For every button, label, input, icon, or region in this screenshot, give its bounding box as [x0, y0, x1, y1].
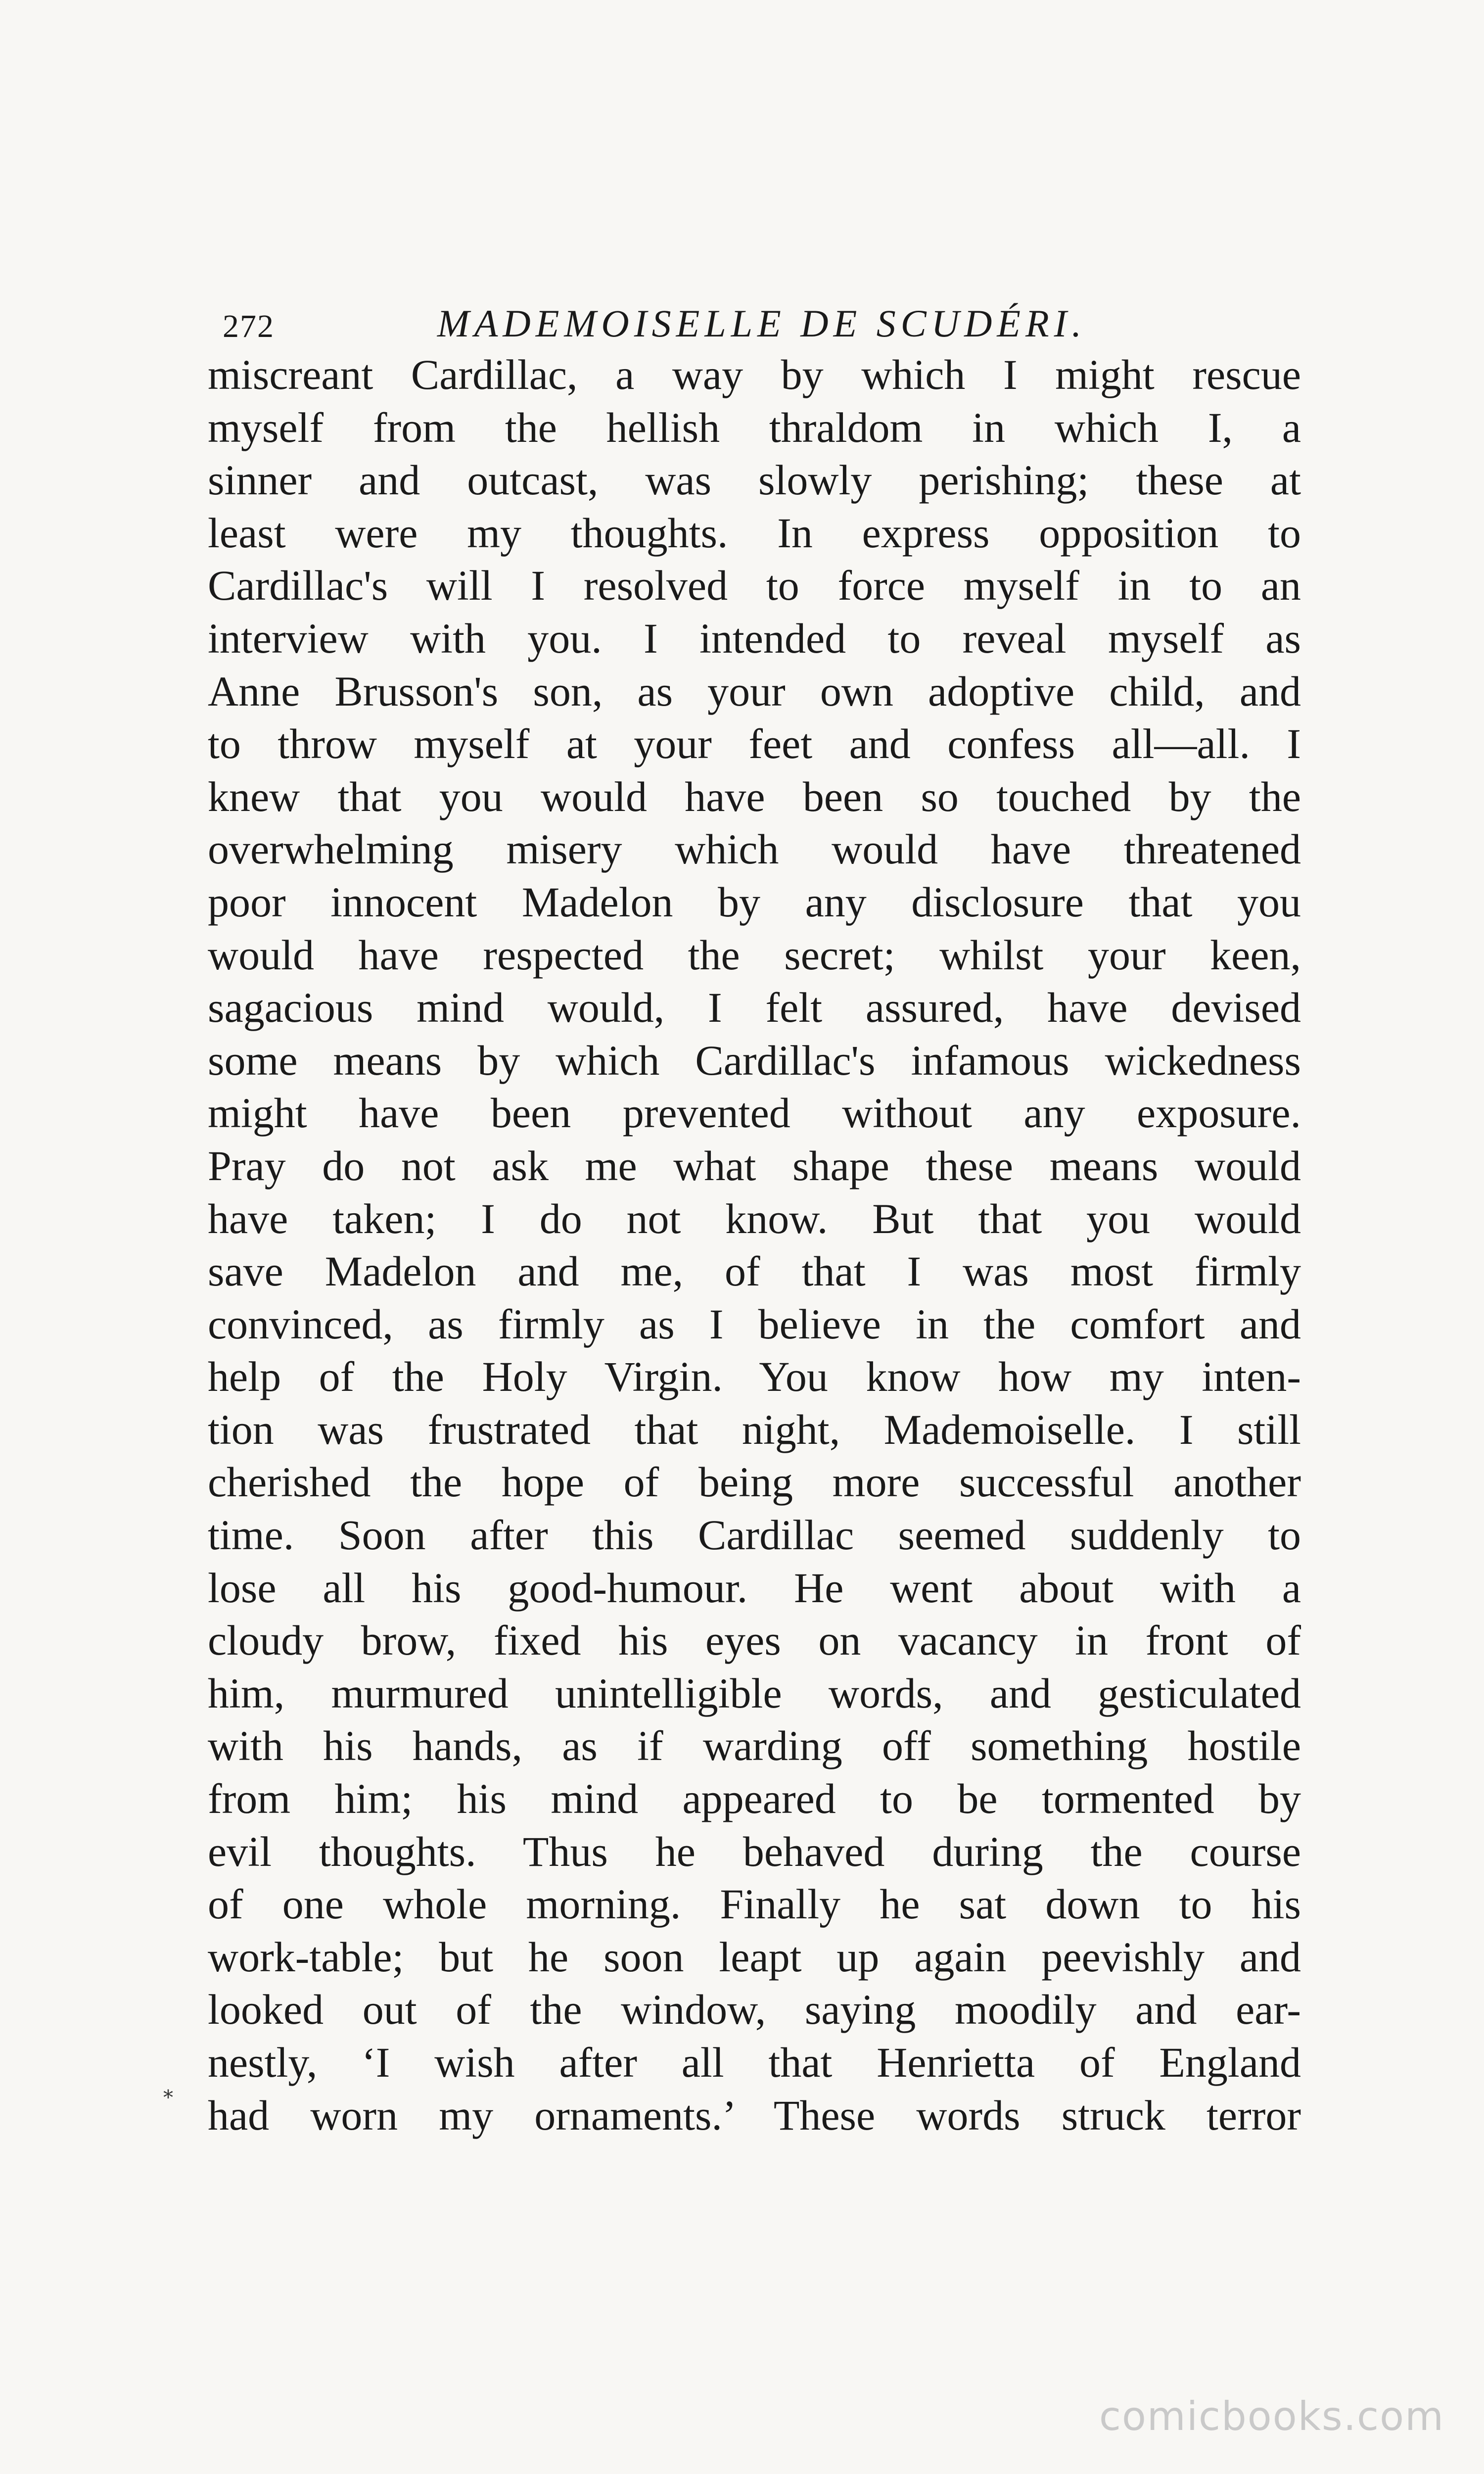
text-line: Cardillac's will I resolved to force myself in to an: [208, 562, 1301, 610]
text-line: nestly, ‘I wish after all that Henrietta of England: [208, 2039, 1301, 2086]
text-line: tion was frustrated that night, Mademoiselle. I still: [208, 1405, 1301, 1453]
text-line: might have been prevented without any exposure.: [208, 1089, 1301, 1137]
text-line: sagacious mind would, I felt assured, have devised: [208, 984, 1301, 1032]
text-line: miscreant Cardillac, a way by which I might rescue: [208, 351, 1301, 398]
text-line: Anne Brusson's son, as your own adoptive child, and: [208, 667, 1301, 715]
text-line: save Madelon and me, of that I was most firmly: [208, 1247, 1301, 1295]
text-line: work-table; but he soon leapt up again peevishly and: [208, 1933, 1301, 1981]
text-line: have taken; I do not know. But that you would: [208, 1194, 1301, 1242]
text-line: cloudy brow, fixed his eyes on vacancy in front of: [208, 1617, 1301, 1665]
text-line: to throw myself at your feet and confess all—all. I: [208, 720, 1301, 768]
text-line: overwhelming misery which would have threatened: [208, 825, 1301, 873]
running-head: MADEMOISELLE DE SCUDÉRI.: [437, 302, 1087, 345]
text-line: knew that you would have been so touched by the: [208, 772, 1301, 820]
page-number: 272: [223, 308, 275, 344]
text-line: looked out of the window, saying moodily and ear-: [208, 1986, 1301, 2034]
text-line: myself from the hellish thraldom in which I, a: [208, 403, 1301, 451]
text-line: of one whole morning. Finally he sat down to his: [208, 1880, 1301, 1928]
text-line: convinced, as firmly as I believe in the comfort and: [208, 1300, 1301, 1348]
text-line: lose all his good-humour. He went about with a: [208, 1564, 1301, 1612]
text-line: from him; his mind appeared to be tormented by: [208, 1775, 1301, 1823]
body-text: [208, 348, 1301, 2141]
text-line: cherished the hope of being more successful another: [208, 1458, 1301, 1506]
text-line: Pray do not ask me what shape these means would: [208, 1142, 1301, 1189]
margin-mark: ⁎: [163, 2080, 173, 2102]
text-line: some means by which Cardillac's infamous wickedness: [208, 1036, 1301, 1084]
text-line: would have respected the secret; whilst your keen,: [208, 931, 1301, 979]
text-line: help of the Holy Virgin. You know how my inten-: [208, 1353, 1301, 1401]
watermark: comicbooks.com: [1099, 2393, 1444, 2439]
text-line: poor innocent Madelon by any disclosure that you: [208, 878, 1301, 926]
text-line: interview with you. I intended to reveal myself as: [208, 614, 1301, 662]
text-line: him, murmured unintelligible words, and gesticulated: [208, 1669, 1301, 1717]
text-line: least were my thoughts. In express opposition to: [208, 509, 1301, 557]
text-line: time. Soon after this Cardillac seemed suddenly to: [208, 1511, 1301, 1559]
text-line: sinner and outcast, was slowly perishing; these at: [208, 456, 1301, 504]
text-line: had worn my ornaments.’ These words struck terror: [208, 2091, 1301, 2139]
page-header: [208, 292, 1316, 351]
text-line: with his hands, as if warding off something hostile: [208, 1722, 1301, 1770]
text-line: evil thoughts. Thus he behaved during the course: [208, 1827, 1301, 1875]
